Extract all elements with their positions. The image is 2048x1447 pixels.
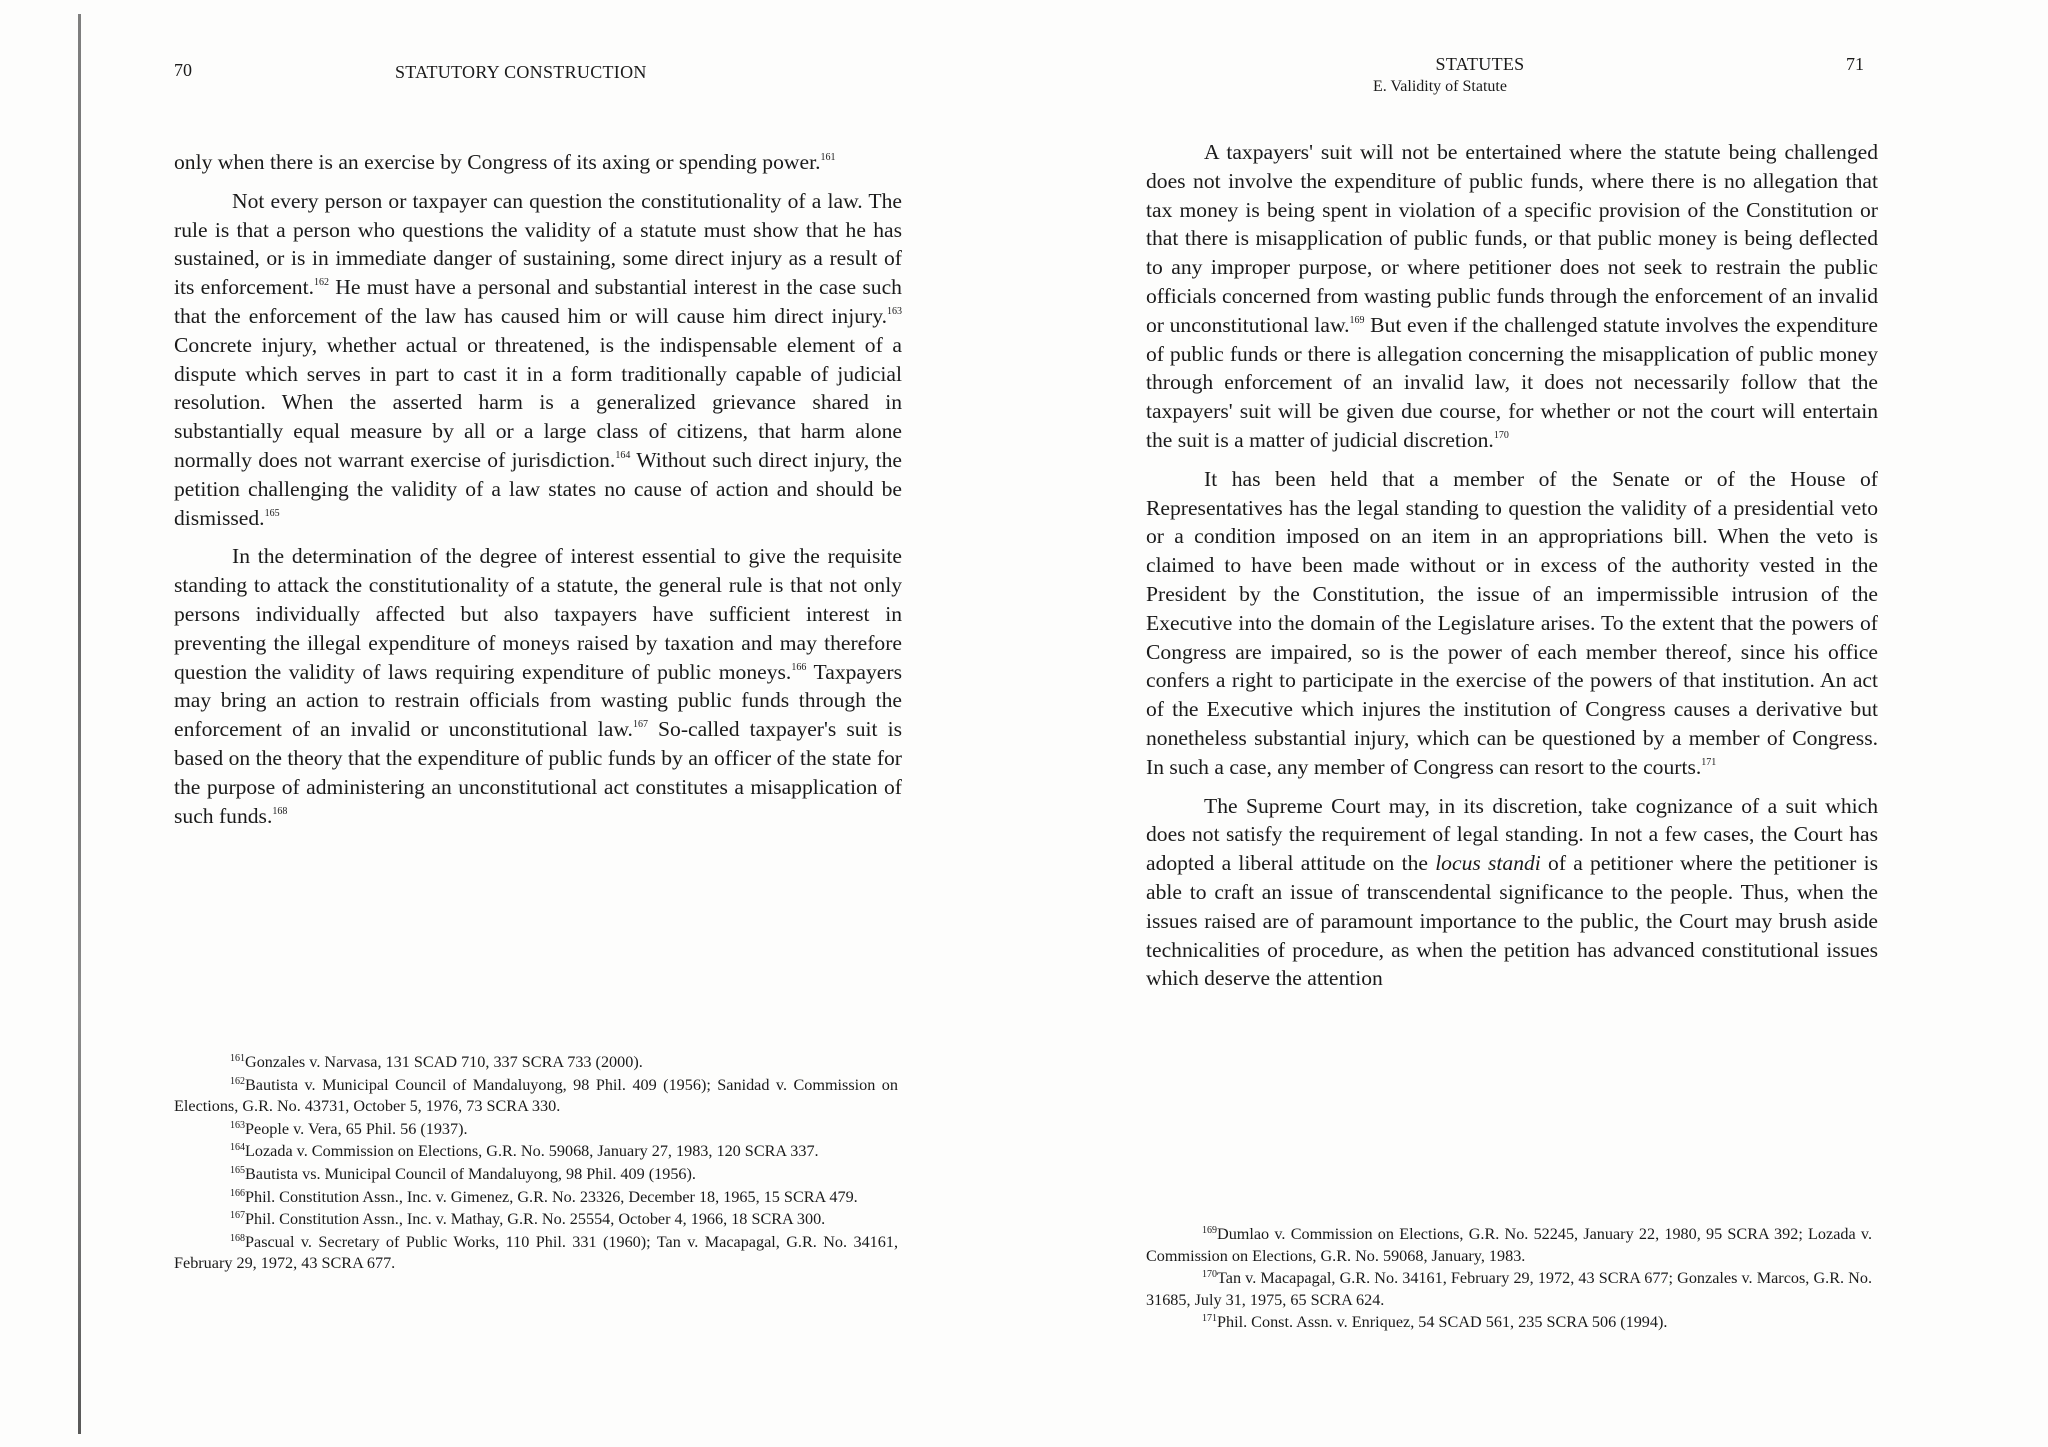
- footnote-number: 162: [230, 1075, 245, 1087]
- page-number-left: 70: [174, 60, 192, 80]
- paragraph-text: Without such direct injury, the petition challenging the validity of a law states no cause of action and should be dismissed.: [174, 447, 903, 530]
- footnote: [174, 1187, 898, 1209]
- footnote: [174, 1075, 898, 1118]
- footnote: [174, 1119, 898, 1141]
- footnote-text: Dumlao v. Commission on Elections, G.R. No. 52245, January 22, 1980, 95 SCRA 392; Lozada v. Commission on Elections, G.R. No. 59068, January, 1983.: [1146, 1225, 1872, 1265]
- right-page: [1140, 0, 1880, 1447]
- left-page-body: [174, 148, 902, 840]
- footnote: [1146, 1224, 1872, 1267]
- binding-edge: [78, 14, 81, 1434]
- paragraph: [174, 148, 902, 177]
- paragraph: [174, 187, 902, 533]
- footnote: [1146, 1312, 1872, 1334]
- paragraph-text: But even if the challenged statute involves the expenditure of public funds or there is allegation concerning the misapplication of public money through enforcement of an invalid law, it does not necessarily follow that the taxpayers' suit will be given due course, for whether or not the court will entertain the suit is a matter of judicial discretion.: [1146, 312, 1878, 452]
- footnote-marker: 165: [264, 507, 280, 519]
- footnote-marker: 170: [1493, 429, 1509, 441]
- footnote-marker: 166: [791, 661, 807, 673]
- right-page-footnotes: [1146, 1224, 1872, 1335]
- paragraph-text: Taxpayers may bring an action to restrain officials from wasting public funds through the enforcement of an invalid or unconstitutional law.: [174, 659, 902, 742]
- footnote-text: Bautista v. Municipal Council of Mandaluyong, 98 Phil. 409 (1956); Sanidad v. Commission on Elections, G.R. No. 43731, October 5, 1976, 73 SCRA 330.: [174, 1075, 898, 1116]
- footnote-number: 161: [230, 1053, 245, 1064]
- footnote-text: Pascual v. Secretary of Public Works, 110 Phil. 331 (1960); Tan v. Macapagal, G.R. No. 34161, February 29, 1972, 43 SCRA 677.: [174, 1232, 898, 1273]
- footnote-marker: 167: [632, 719, 648, 731]
- footnote: [1146, 1268, 1872, 1311]
- italic-term: locus standi: [1435, 851, 1541, 876]
- paragraph: [174, 542, 902, 830]
- footnote-text: Tan v. Macapagal, G.R. No. 34161, February 29, 1972, 43 SCRA 677; Gonzales v. Marcos, G.R. No. 31685, July 31, 1975, 65 SCRA 624.: [1146, 1269, 1872, 1309]
- footnote-text: Phil. Const. Assn. v. Enriquez, 54 SCAD 561, 235 SCRA 506 (1994).: [1217, 1313, 1668, 1332]
- paragraph-text: He must have a personal and substantial interest in the case such that the enforcement of the law has caused him or will cause him direct injury.: [174, 275, 902, 328]
- footnote-number: 166: [230, 1187, 245, 1199]
- section-subhead: E. Validity of Statute: [1373, 78, 1507, 95]
- footnote-marker: 164: [615, 449, 631, 461]
- page-number-right: 71: [1846, 54, 1864, 74]
- footnote-text: Bautista vs. Municipal Council of Mandaluyong, 98 Phil. 409 (1956).: [245, 1164, 696, 1183]
- footnote-number: 167: [230, 1210, 245, 1222]
- running-head-right: STATUTES: [1435, 54, 1525, 74]
- footnote-text: People v. Vera, 65 Phil. 56 (1937).: [245, 1119, 468, 1138]
- footnote-text: Phil. Constitution Assn., Inc. v. Gimenez, G.R. No. 23326, December 18, 1965, 15 SCRA 479.: [245, 1187, 858, 1206]
- footnote-marker: 168: [272, 805, 288, 817]
- left-page: [170, 0, 910, 1447]
- footnote-number: 170: [1202, 1269, 1217, 1281]
- running-head-left: STATUTORY CONSTRUCTION: [395, 62, 647, 82]
- footnote-number: 164: [230, 1142, 245, 1154]
- paragraph-text: of a petitioner where the petitioner is able to craft an issue of transcendental significance to the people. Thus, when the issues raised are of paramount importance to the public, the Court may brush aside technicalities of procedure, as when the petition has advanced constitutional issues which deserve the attention: [1146, 851, 1878, 991]
- paragraph: [1146, 792, 1878, 994]
- footnote: [174, 1141, 898, 1163]
- footnote: [174, 1232, 898, 1275]
- footnote-number: 165: [230, 1164, 245, 1176]
- footnote: [174, 1052, 898, 1074]
- footnote-marker: 169: [1349, 314, 1365, 326]
- paragraph-text: It has been held that a member of the Senate or of the House of Representatives has the legal standing to question the validity of a presidential veto or a condition imposed on an item in an appropriations bill. When the veto is claimed to have been made without or in excess of the authority vested in the President by the Constitution, the issue of an impermissible intrusion of the Executive into the domain of the Legislature arises. To the extent that the powers of Congress are impaired, so is the power of each member thereof, since his office confers a right to participate in the exercise of the powers of that institution. An act of the Executive which injures the institution of Congress causes a derivative but nonetheless substantial injury, which can be questioned by a member of Congress. In such a case, any member of Congress can resort to the courts.: [1146, 466, 1878, 779]
- footnote: [174, 1209, 898, 1231]
- footnote-marker: 171: [1701, 756, 1717, 768]
- footnote-text: Gonzales v. Narvasa, 131 SCAD 710, 337 SCRA 733 (2000).: [245, 1053, 643, 1071]
- paragraph-text: A taxpayers' suit will not be entertained where the statute being challenged does not involve the expenditure of public funds, where there is no allegation that tax money is being spent in violation of a specific provision of the Constitution or that there is misapplication of public funds, or that public money is being deflected to any improper purpose, or where petitioner does not seek to restrain the public officials concerned from wasting public funds through the enforcement of an invalid or unconstitutional law.: [1146, 140, 1878, 337]
- footnote: [174, 1164, 898, 1186]
- footnote-number: 169: [1202, 1225, 1217, 1236]
- right-page-body: [1146, 138, 1878, 1003]
- footnote-text: Lozada v. Commission on Elections, G.R. No. 59068, January 27, 1983, 120 SCRA 337.: [245, 1142, 819, 1161]
- paragraph-text: only when there is an exercise by Congress of its axing or spending power.: [174, 150, 821, 174]
- paragraph-text: In the determination of the degree of interest essential to give the requisite standing to attack the constitutionality of a statute, the general rule is that not only persons individually affected but also taxpayers have sufficient interest in preventing the illegal expenditure of moneys raised by taxation and may therefore question the validity of laws requiring expenditure of public moneys.: [174, 544, 902, 684]
- footnote-number: 163: [230, 1119, 245, 1131]
- footnote-text: Phil. Constitution Assn., Inc. v. Mathay, G.R. No. 25554, October 4, 1966, 18 SCRA 300.: [245, 1210, 826, 1229]
- left-page-footnotes: [174, 1052, 898, 1276]
- footnote-marker: 161: [820, 152, 836, 163]
- footnote-marker: 162: [313, 277, 329, 289]
- paragraph-text: The Supreme Court may, in its discretion, take cognizance of a suit which does not satisfy the requirement of legal standing. In not a few cases, the Court has adopted a liberal attitude on the: [1146, 793, 1878, 876]
- footnote-marker: 163: [887, 305, 902, 317]
- footnote-number: 171: [1202, 1313, 1217, 1325]
- footnote-number: 168: [230, 1232, 245, 1244]
- paragraph: [1146, 138, 1878, 455]
- paragraph: [1146, 465, 1878, 782]
- paragraph-text: So-called taxpayer's suit is based on the theory that the expenditure of public funds by an officer of the state for the purpose of administering an unconstitutional act constitutes a misapplication of such funds.: [174, 717, 902, 828]
- paragraph-text: Not every person or taxpayer can question the constitutionality of a law. The rule is that a person who questions the validity of a statute must show that he has sustained, or is in immediate danger of sustaining, some direct injury as a result of its enforcement.: [174, 188, 902, 300]
- paragraph-text: Concrete injury, whether actual or threatened, is the indispensable element of a dispute which serves in part to cast it in a form traditionally capable of judicial resolution. When the asserted harm is a generalized grievance shared in substantially equal measure by all or a large class of citizens, that harm alone normally does not warrant exercise of jurisdiction.: [174, 332, 902, 472]
